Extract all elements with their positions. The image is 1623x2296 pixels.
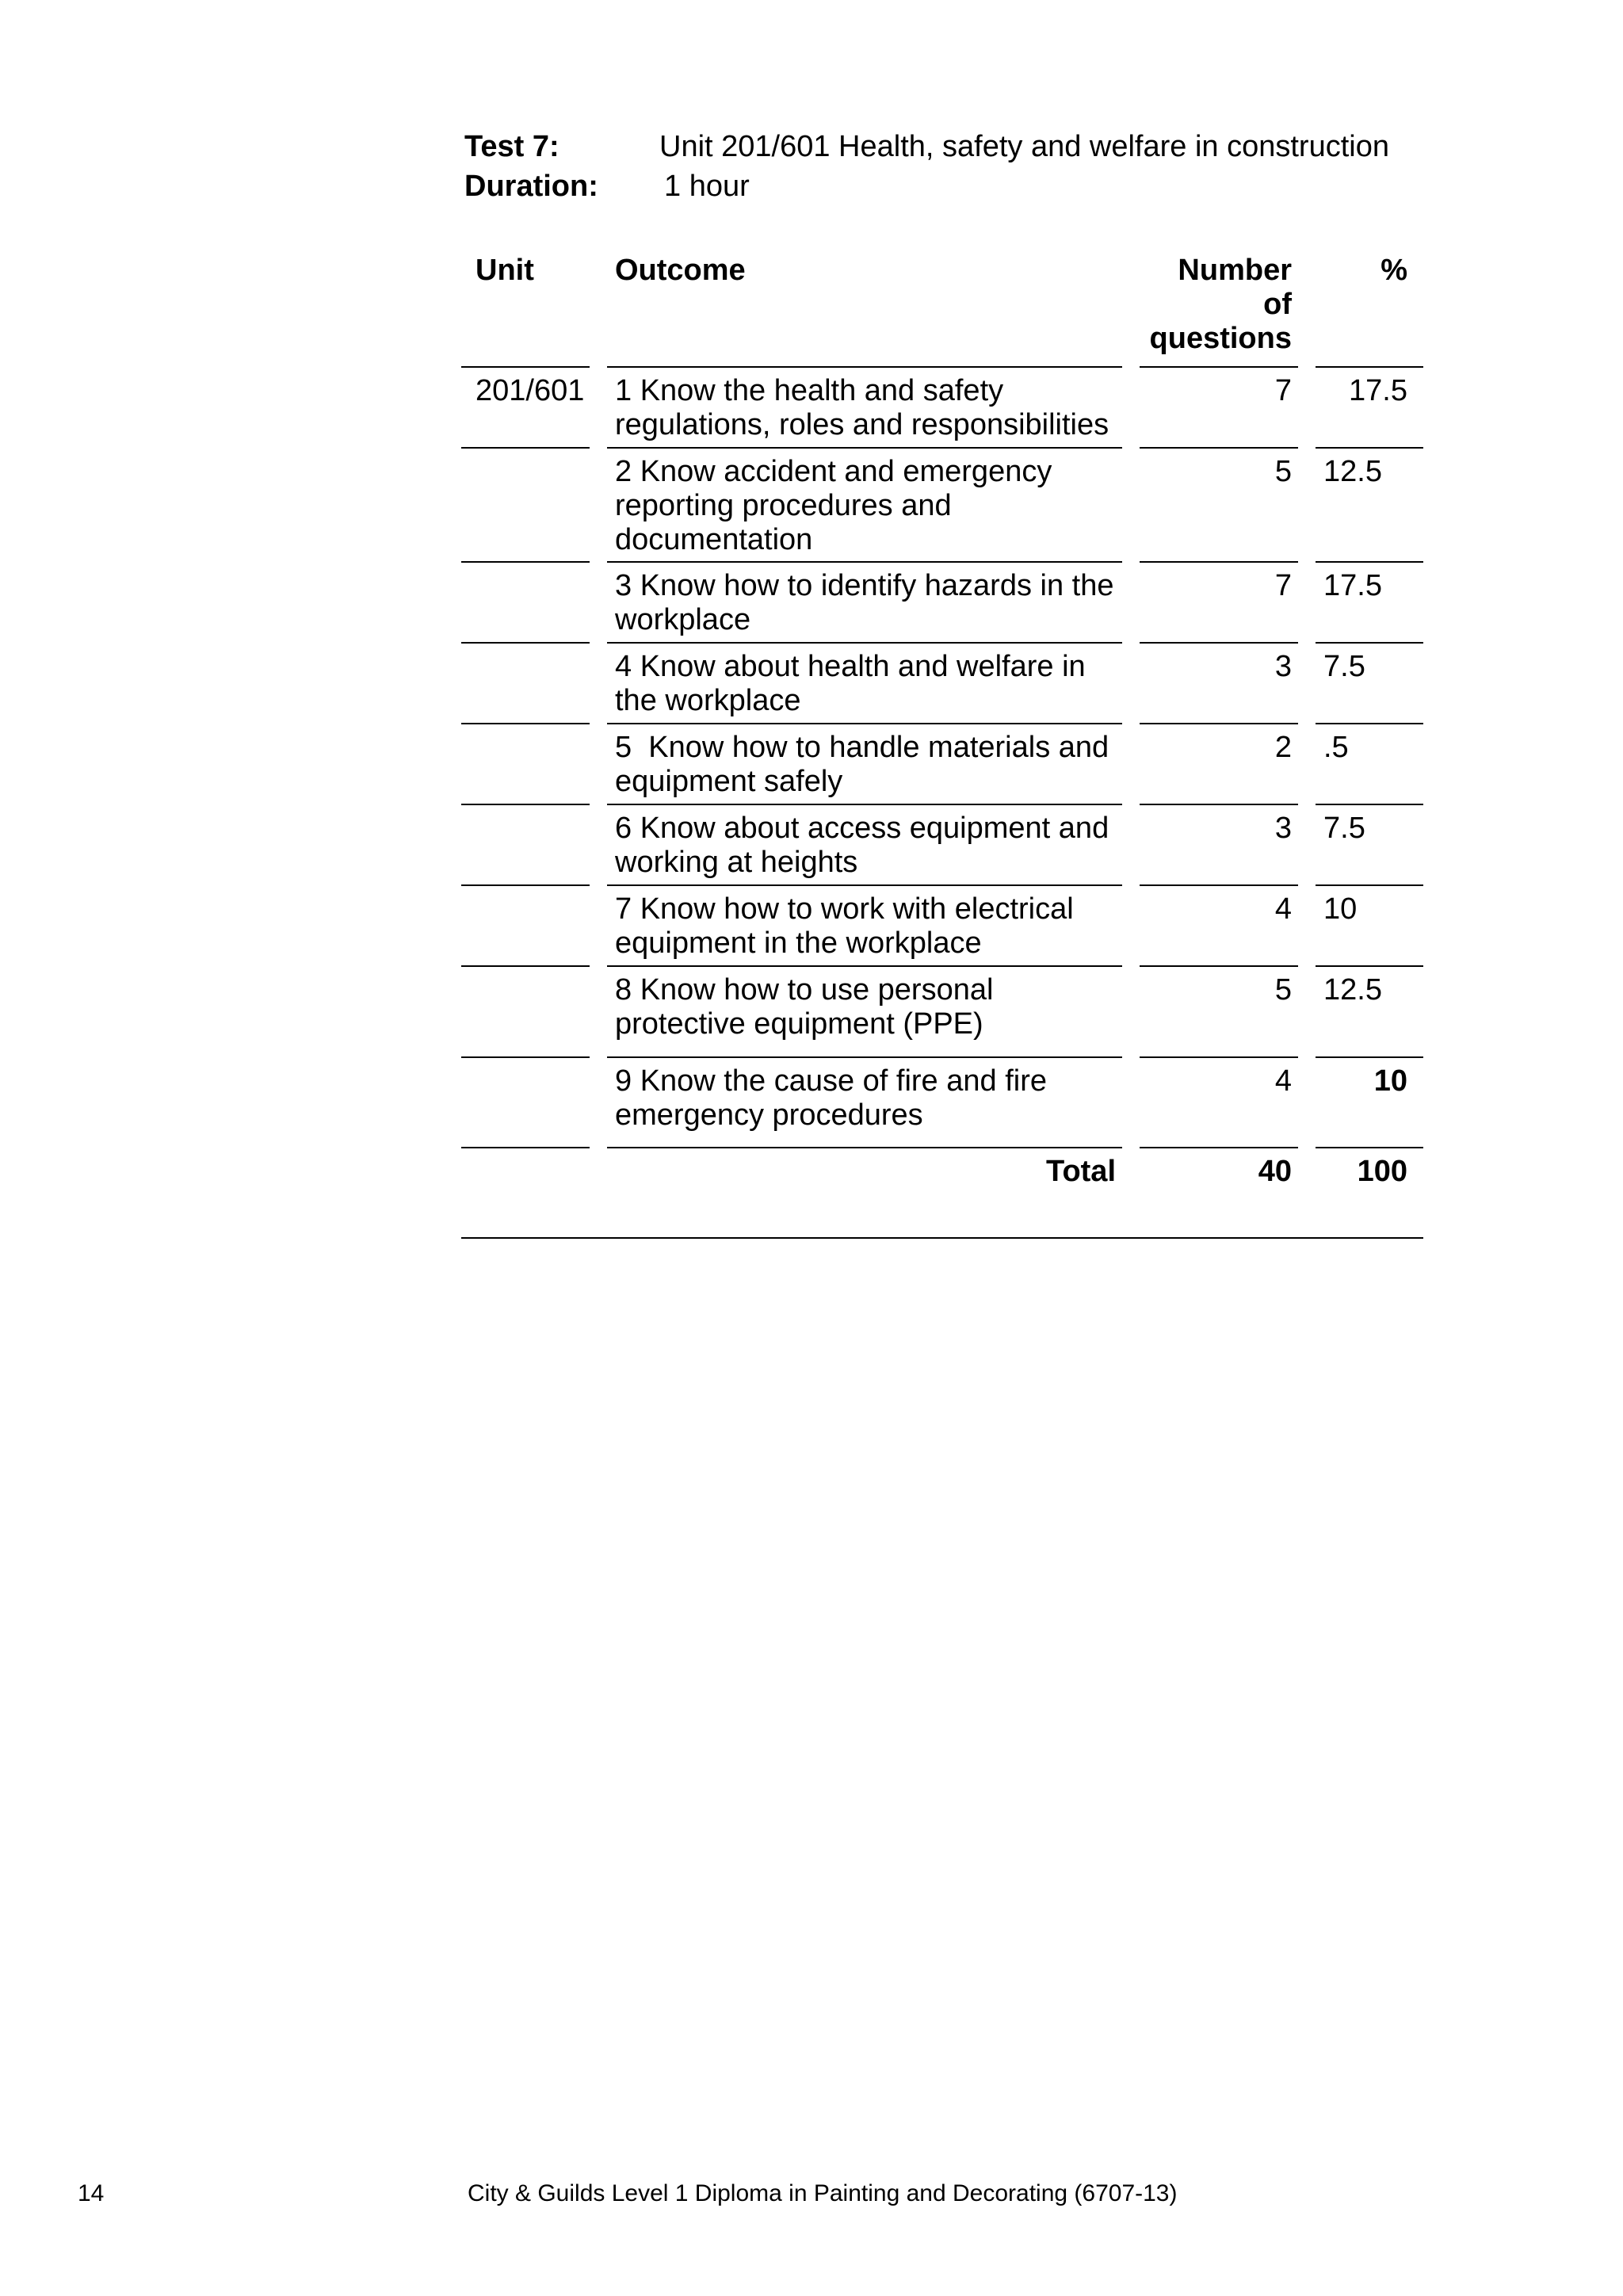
row-percent: 10 [1373,1064,1407,1098]
row-percent: .5 [1323,731,1349,764]
table-row [461,368,1423,447]
row-percent: 7.5 [1323,650,1365,683]
row-percent: 12.5 [1323,973,1382,1007]
header-number-line1: Number [1178,254,1292,287]
row-number: 7 [1274,569,1292,602]
test-value: Unit 201/601 Health, safety and welfare in construction [659,130,1389,163]
test-meta [464,127,1389,206]
table-row [461,805,1423,884]
row-outcome: 6 Know about access equipment and working at heights [615,812,1109,879]
row-percent: 10 [1323,892,1358,926]
row-percent: 17.5 [1323,569,1382,602]
row-number: 4 [1274,892,1292,926]
table-row [461,886,1423,965]
row-outcome: 7 Know how to work with electrical equipment in the workplace [615,892,1074,960]
row-number: 4 [1274,1064,1292,1098]
row-number: 7 [1274,374,1292,407]
table-row [461,967,1423,1056]
table-bottom-rule [461,1237,1423,1239]
header-outcome: Outcome [615,254,746,287]
row-outcome: 2 Know accident and emergency reporting procedures and documentation [615,455,1052,556]
header-number-line3: questions [1149,322,1292,355]
row-unit [461,563,590,569]
row-percent: 7.5 [1323,812,1365,845]
table-row [461,644,1423,723]
row-outcome: 8 Know how to use personal protective equipment (PPE) [615,973,994,1041]
total-number: 40 [1258,1155,1292,1188]
row-number: 5 [1274,455,1292,488]
duration-value: 1 hour [664,170,750,203]
row-number: 2 [1274,731,1292,764]
header-unit: Unit [475,254,534,287]
total-row [461,1148,1423,1237]
row-unit [461,805,590,812]
total-percent: 100 [1357,1155,1407,1188]
row-number: 3 [1274,650,1292,683]
duration-label: Duration: [464,170,598,203]
table-row [461,563,1423,642]
footer-title: City & Guilds Level 1 Diploma in Painting and Decorating (6707-13) [468,2180,1178,2206]
header-percent: % [1381,254,1407,287]
outcome-table [461,254,1423,1239]
page-number: 14 [78,2180,105,2206]
row-number: 5 [1274,973,1292,1007]
header-number-of-questions [1140,254,1298,356]
test-label: Test 7: [464,130,559,163]
row-number: 3 [1274,812,1292,845]
table-header-row [461,254,1423,366]
row-outcome: 3 Know how to identify hazards in the workplace [615,569,1114,636]
row-outcome: 5 Know how to handle materials and equipment safely [615,731,1117,798]
row-outcome: 1 Know the health and safety regulations, roles and responsibilities [615,374,1109,441]
row-unit [461,449,590,455]
row-outcome: 9 Know the cause of fire and fire emergency procedures [615,1064,1047,1132]
row-unit [461,967,590,973]
table-row [461,449,1423,561]
test-row [464,127,1389,166]
row-unit [461,644,590,650]
row-percent: 12.5 [1323,455,1382,488]
row-unit [461,724,590,731]
row-unit [461,1058,590,1064]
table-row [461,724,1423,804]
row-unit: 201/601 [475,374,585,407]
duration-row [464,166,1389,206]
row-outcome: 4 Know about health and welfare in the workplace [615,650,1086,717]
total-label: Total [1046,1155,1116,1188]
header-number-line2: of [1263,288,1292,321]
row-unit [461,886,590,892]
row-percent: 17.5 [1349,374,1407,407]
table-row [461,1058,1423,1147]
